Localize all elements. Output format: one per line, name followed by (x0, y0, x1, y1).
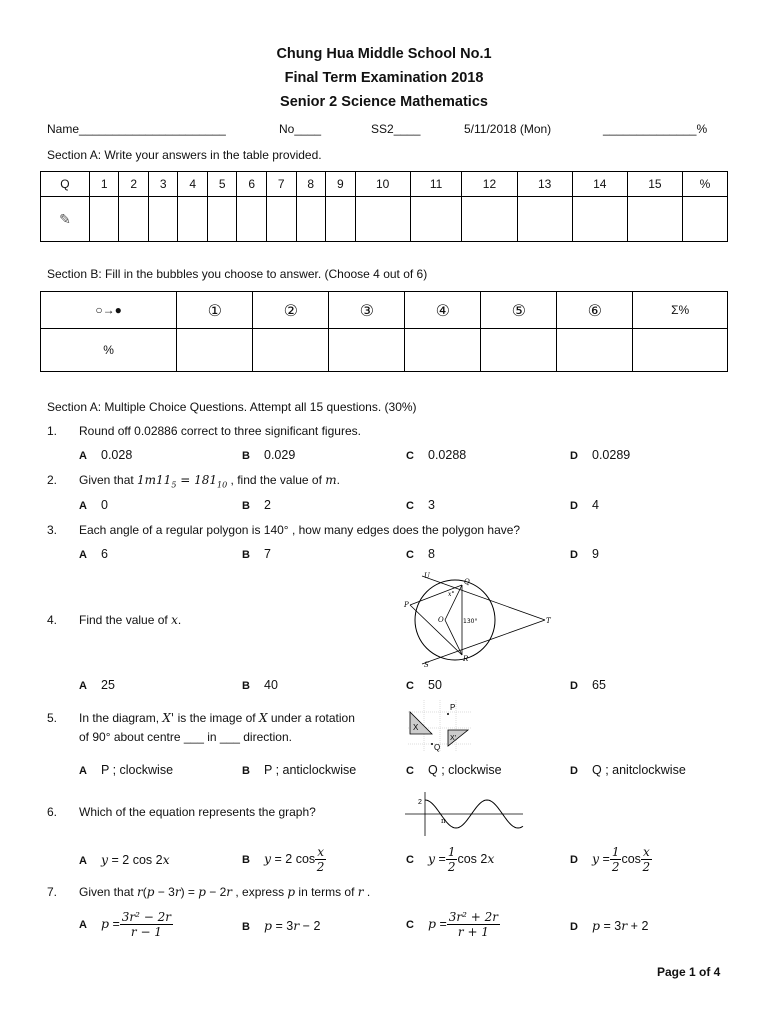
answer-cell[interactable] (682, 197, 727, 242)
question-number: 1. (47, 424, 58, 438)
answer-cell[interactable] (326, 197, 356, 242)
option-b[interactable]: B 7 (242, 547, 271, 561)
bubble-header: ○→● (41, 292, 177, 329)
bubble-header[interactable]: ⑥ (557, 292, 633, 329)
question-text: Given that $1m11_5 = 181_{10}$ , find the value of m. (79, 473, 340, 490)
section-a-answer-table (40, 171, 728, 242)
class-field[interactable]: SS2____ (371, 122, 421, 136)
circle-tangent-diagram (400, 570, 560, 670)
option-d[interactable]: D 0.0289 (570, 448, 631, 462)
label-q: Q (434, 743, 441, 752)
score-cell[interactable] (253, 329, 329, 372)
x-tick-pi: π (441, 817, 446, 825)
subject-title: Senior 2 Science Mathematics (280, 94, 488, 110)
option-b[interactable]: B p = 3r − 2 (242, 918, 321, 933)
question-text: Find the value of x. (79, 613, 182, 627)
q-header: Q (41, 172, 90, 197)
option-b[interactable]: B P ; anticlockwise (242, 763, 357, 777)
label-o: O (438, 616, 444, 624)
score-cell[interactable] (557, 329, 633, 372)
question-text: Which of the equation represents the graph? (79, 805, 316, 819)
option-a[interactable]: A 6 (79, 547, 108, 561)
option-c[interactable]: C y = $\frac{1}{2}$ cos 2x (406, 845, 495, 874)
answer-col-header: 11 (410, 172, 462, 197)
label-t: T (546, 617, 551, 625)
answer-cell[interactable] (296, 197, 326, 242)
section-b-instruction: Section B: Fill in the bubbles you choose to answer. (Choose 4 out of 6) (47, 267, 428, 281)
question-text: Round off 0.02886 correct to three significant figures. (79, 424, 361, 438)
school-name: Chung Hua Middle School No.1 (276, 46, 492, 62)
option-a[interactable]: A 0 (79, 498, 108, 512)
option-c[interactable]: C 0.0288 (406, 448, 467, 462)
option-c[interactable]: C 8 (406, 547, 435, 561)
section-a-instruction: Section A: Write your answers in the table provided. (47, 148, 322, 162)
answer-cell[interactable] (355, 197, 410, 242)
y-tick-2: 2 (418, 799, 422, 806)
question-text: Each angle of a regular polygon is 140° , how many edges does the polygon have? (79, 523, 521, 537)
answer-cell[interactable] (267, 197, 297, 242)
answer-cell[interactable] (462, 197, 517, 242)
exam-date: 5/11/2018 (Mon) (464, 122, 552, 136)
answer-cell[interactable] (572, 197, 627, 242)
answer-col-header: 7 (267, 172, 297, 197)
label-angle: 130° (463, 618, 478, 625)
answer-col-header: 4 (178, 172, 208, 197)
option-b[interactable]: B y = 2 cos $\frac{x}{2}$ (242, 845, 325, 874)
label-p: P (450, 703, 456, 712)
percent-row-label: % (41, 329, 177, 372)
option-d[interactable]: D 4 (570, 498, 599, 512)
bubble-header[interactable]: ⑤ (481, 292, 557, 329)
answer-col-header: 12 (462, 172, 517, 197)
option-c[interactable]: C Q ; clockwise (406, 763, 502, 777)
question-text: Given that r(p − 3r) = p − 2r , express p in terms of r . (79, 885, 371, 899)
option-d[interactable]: D y = $\frac{1}{2}$ cos $\frac{x}{2}$ (570, 845, 651, 874)
answer-col-header: 6 (237, 172, 267, 197)
score-cell[interactable] (481, 329, 557, 372)
question-number: 5. (47, 711, 58, 725)
label-q: Q (464, 578, 470, 586)
bubble-header: Σ% (633, 292, 728, 329)
score-cell[interactable] (329, 329, 405, 372)
exam-title: Final Term Examination 2018 (284, 70, 484, 86)
option-b[interactable]: B 40 (242, 678, 278, 692)
answer-cell[interactable] (148, 197, 178, 242)
pencil-icon: ✎ (41, 197, 90, 242)
page-number: Page 1 of 4 (657, 965, 721, 979)
answer-col-header: % (682, 172, 727, 197)
score-cell[interactable] (177, 329, 253, 372)
answer-cell[interactable] (178, 197, 208, 242)
cosine-graph (405, 790, 525, 838)
score-cell[interactable] (633, 329, 728, 372)
answer-col-header: 10 (355, 172, 410, 197)
answer-col-header: 9 (326, 172, 356, 197)
answer-cell[interactable] (517, 197, 572, 242)
question-number: 6. (47, 805, 58, 819)
option-b[interactable]: B 0.029 (242, 448, 296, 462)
option-d[interactable]: D Q ; anitclockwise (570, 763, 686, 777)
question-number: 7. (47, 885, 58, 899)
option-d[interactable]: D 65 (570, 678, 606, 692)
answer-col-header: 13 (517, 172, 572, 197)
bubble-header[interactable]: ② (253, 292, 329, 329)
question-number: 3. (47, 523, 58, 537)
bubble-header[interactable]: ④ (405, 292, 481, 329)
label-x: X (413, 723, 419, 732)
label-u: U (424, 572, 430, 580)
label-r: R (463, 655, 469, 663)
option-a[interactable]: A 25 (79, 678, 115, 692)
option-a[interactable]: A p = $\frac{\text{3r² − 2r}}{r - 1}$ (79, 910, 172, 939)
question-text-line2: of 90° about centre ___ in ___ direction. (79, 730, 292, 744)
option-d[interactable]: D 9 (570, 547, 599, 561)
mcq-instruction: Section A: Multiple Choice Questions. Attempt all 15 questions. (30%) (47, 400, 417, 414)
option-c[interactable]: C 50 (406, 678, 442, 692)
answer-cell[interactable] (627, 197, 682, 242)
option-c[interactable]: C 3 (406, 498, 435, 512)
label-x-deg: x° (448, 591, 455, 598)
option-a[interactable]: A y = 2 cos 2x (79, 852, 170, 867)
rotation-diagram (408, 700, 472, 752)
answer-col-header: 3 (148, 172, 178, 197)
label-p: P (404, 601, 409, 609)
bubble-header[interactable]: ① (177, 292, 253, 329)
score-cell[interactable] (405, 329, 481, 372)
answer-col-header: 5 (207, 172, 237, 197)
label-s: S (424, 661, 429, 669)
answer-col-header: 14 (572, 172, 627, 197)
answer-cell[interactable] (207, 197, 237, 242)
question-number: 4. (47, 613, 58, 627)
option-d[interactable]: D p = 3r + 2 (570, 918, 649, 933)
answer-cell[interactable] (119, 197, 149, 242)
option-a[interactable]: A 0.028 (79, 448, 133, 462)
option-b[interactable]: B 2 (242, 498, 271, 512)
answer-cell[interactable] (410, 197, 462, 242)
answer-col-header: 8 (296, 172, 326, 197)
label-x-prime: X' (450, 735, 457, 742)
answer-col-header: 2 (119, 172, 149, 197)
answer-col-header: 15 (627, 172, 682, 197)
score-field[interactable]: ______________% (603, 122, 708, 136)
option-c[interactable]: C p = $\frac{\text{3r² + 2r}}{r + 1}$ (406, 910, 499, 939)
question-number: 2. (47, 473, 58, 487)
answer-col-header: 1 (89, 172, 119, 197)
section-b-answer-table (40, 291, 728, 372)
answer-cell[interactable] (89, 197, 119, 242)
option-a[interactable]: A P ; clockwise (79, 763, 174, 777)
no-field[interactable]: No____ (279, 122, 322, 136)
answer-cell[interactable] (237, 197, 267, 242)
question-text: In the diagram, X' is the image of X under a rotation (79, 711, 355, 725)
name-field[interactable]: Name______________________ (47, 122, 226, 136)
bubble-header[interactable]: ③ (329, 292, 405, 329)
